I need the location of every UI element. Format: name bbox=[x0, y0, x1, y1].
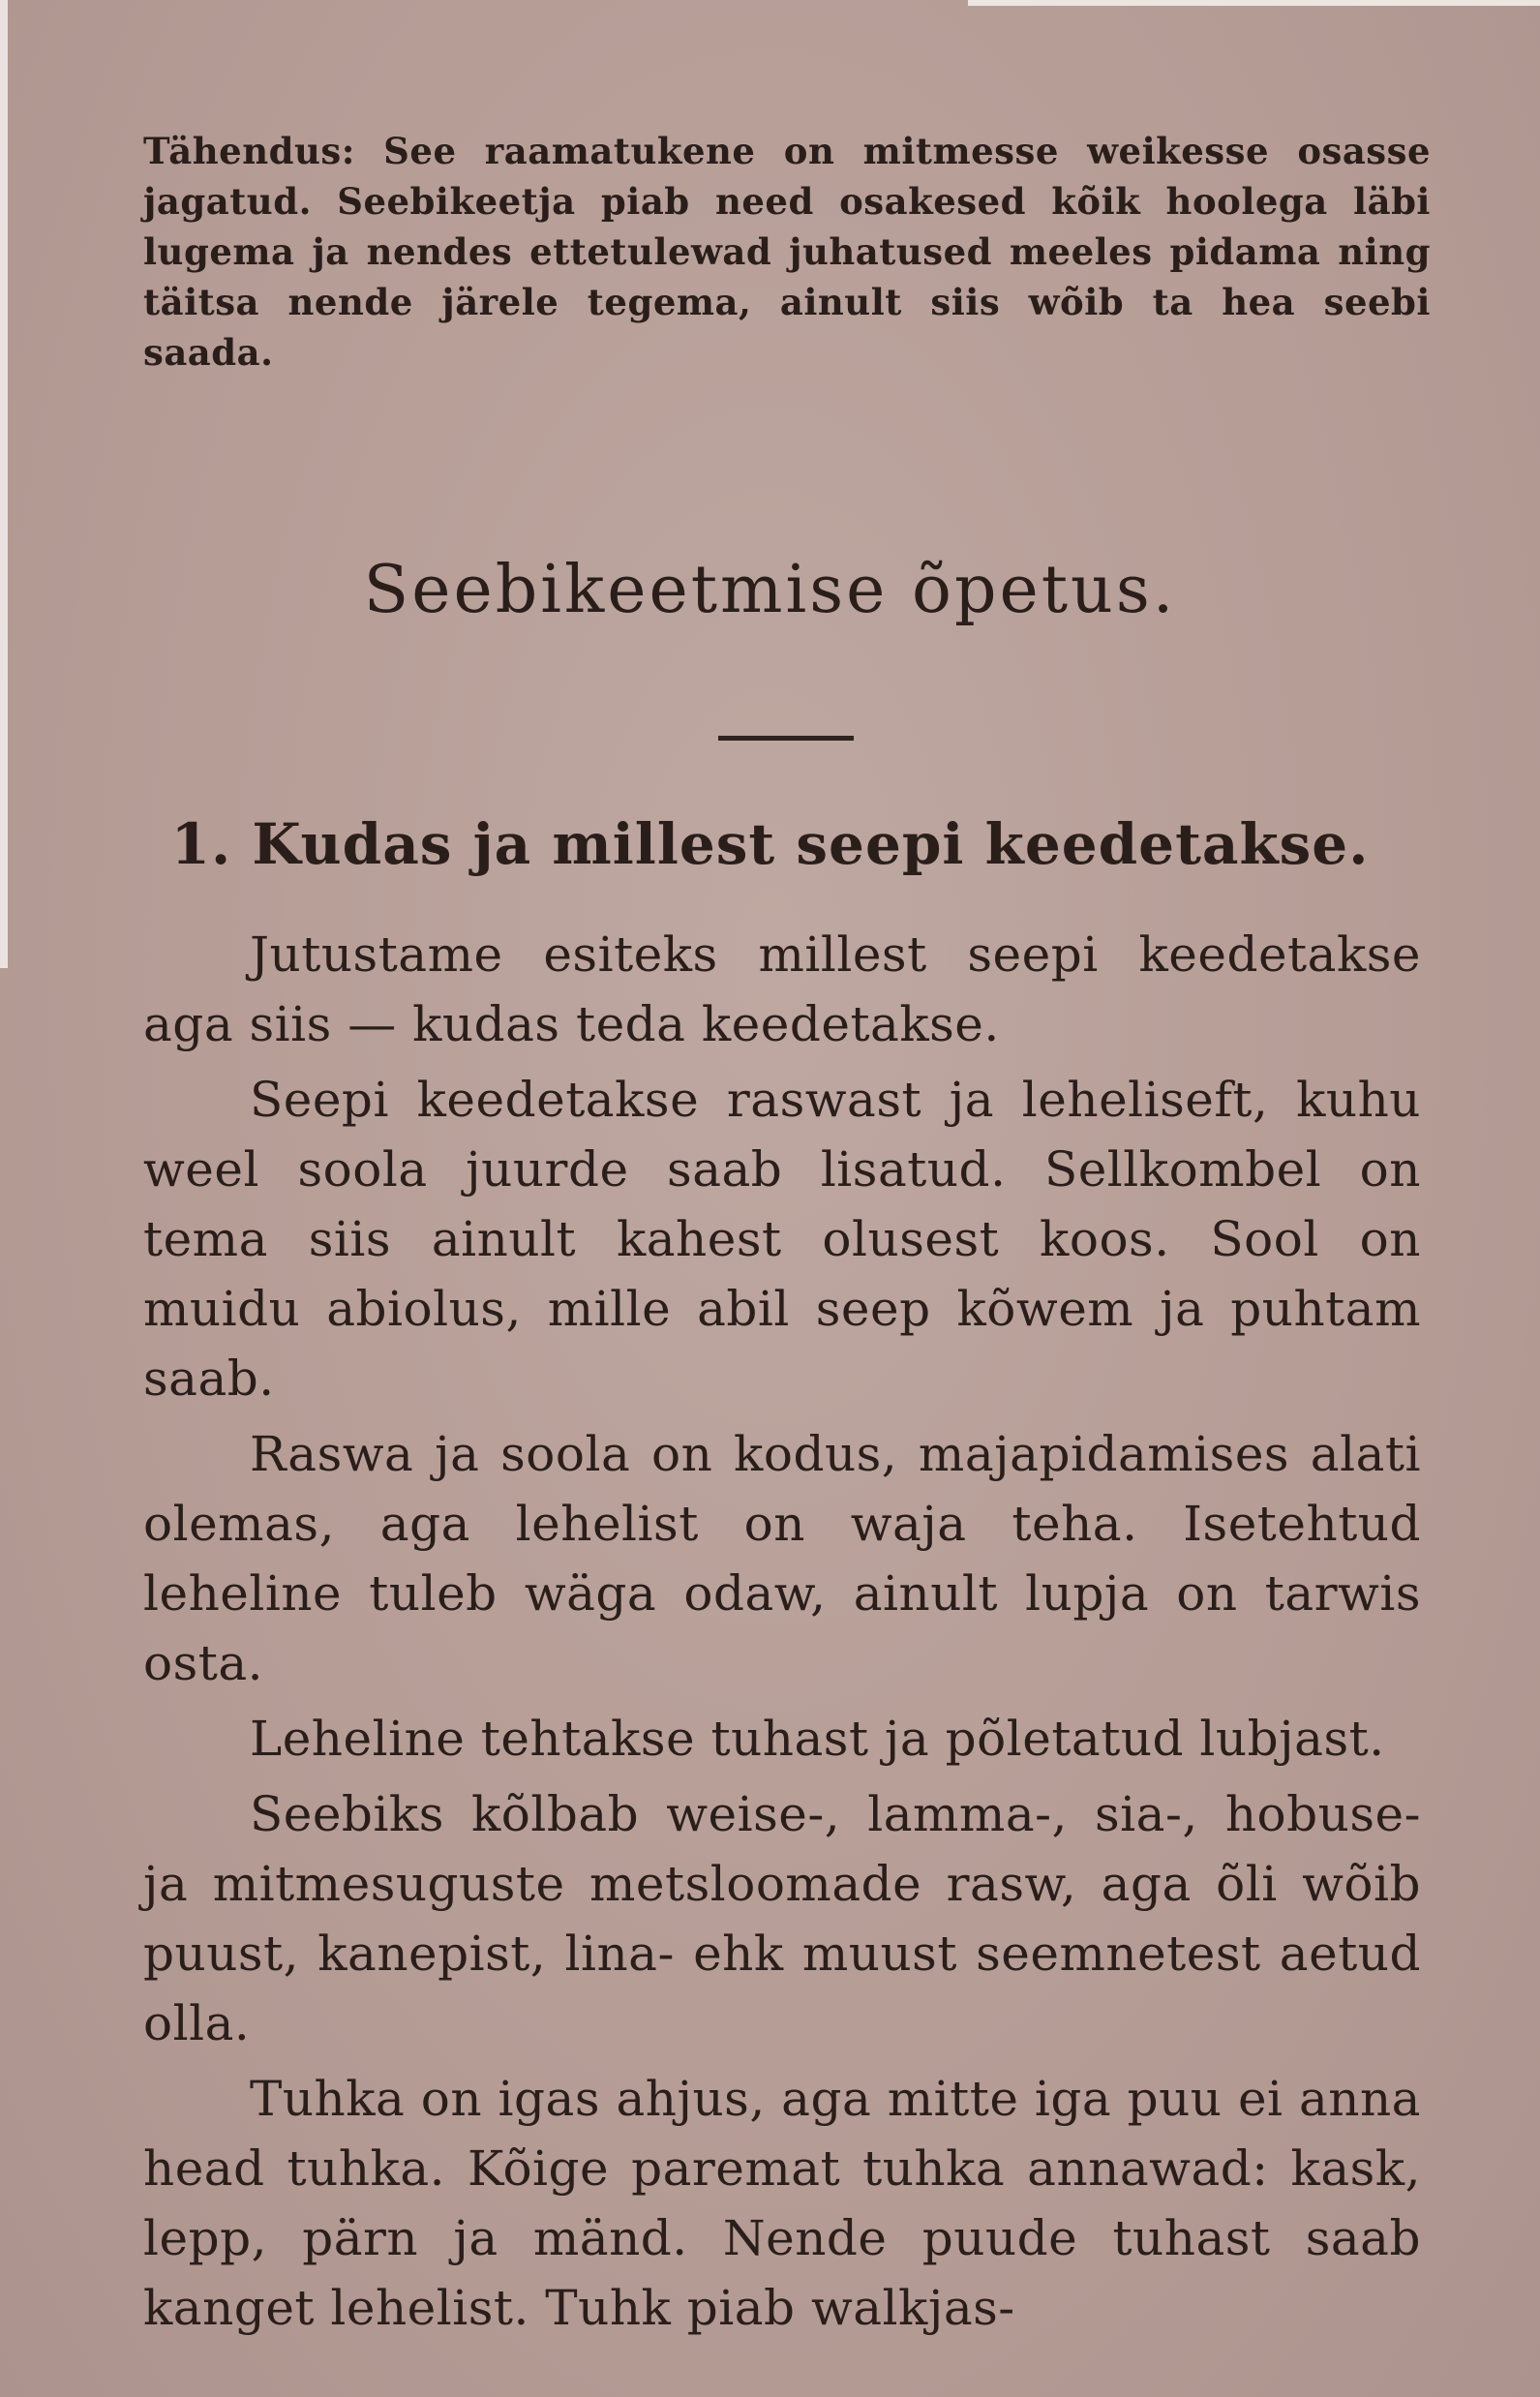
paragraph: Raswa ja soola on kodus, majapidamises alati olemas, aga lehelist on waja teha. Isetehtud leheline tuleb wäga odaw, ainult lupja on tarwis osta. bbox=[143, 1426, 1421, 1691]
paragraph: Seebiks kõlbab weise-, lamma-, sia-, hobuse- ja mitmesuguste metsloomade rasw, aga õli wõib puust, kanepist, lina- ehk muust seemnetest aetud olla. bbox=[143, 1786, 1421, 2051]
scan-edge-top bbox=[968, 0, 1540, 6]
paragraph: Jutustame esiteks millest seepi keedetakse aga siis — kudas teda keedetakse. bbox=[143, 926, 1421, 1052]
title-divider bbox=[718, 736, 854, 741]
body-text bbox=[143, 920, 1421, 2349]
paragraph: Tuhka on igas ahjus, aga mitte iga puu ei anna head tuhka. Kõige paremat tuhka annawad: kask, lepp, pärn ja mänd. Nende puude tuhast saab kanget lehelist. Tuhk piab walkjas- bbox=[143, 2071, 1421, 2336]
paragraph: Leheline tehtakse tuhast ja põletatud lubjast. bbox=[250, 1711, 1385, 1767]
section-heading: 1. Kudas ja millest seepi keedetakse. bbox=[170, 811, 1370, 877]
introductory-note: Tähendus: See raamatukene on mitmesse weikesse osasse jagatud. Seebikeetja piab need osakesed kõik hoolega läbi lugema ja nendes ettetulewad juhatused meeles pidama ning täitsa nende järele tegema, ainult siis wõib ta hea seebi saada. bbox=[143, 130, 1431, 374]
paragraph: Seepi keedetakse raswast ja leheliseft, kuhu weel soola juurde saab lisatud. Sellkombel on tema siis ainult kahest olusest koos. Sool on muidu abiolus, mille abil seep kõwem ja puhtam saab. bbox=[143, 1072, 1421, 1407]
page-title: Seebikeetmise õpetus. bbox=[363, 552, 1177, 628]
